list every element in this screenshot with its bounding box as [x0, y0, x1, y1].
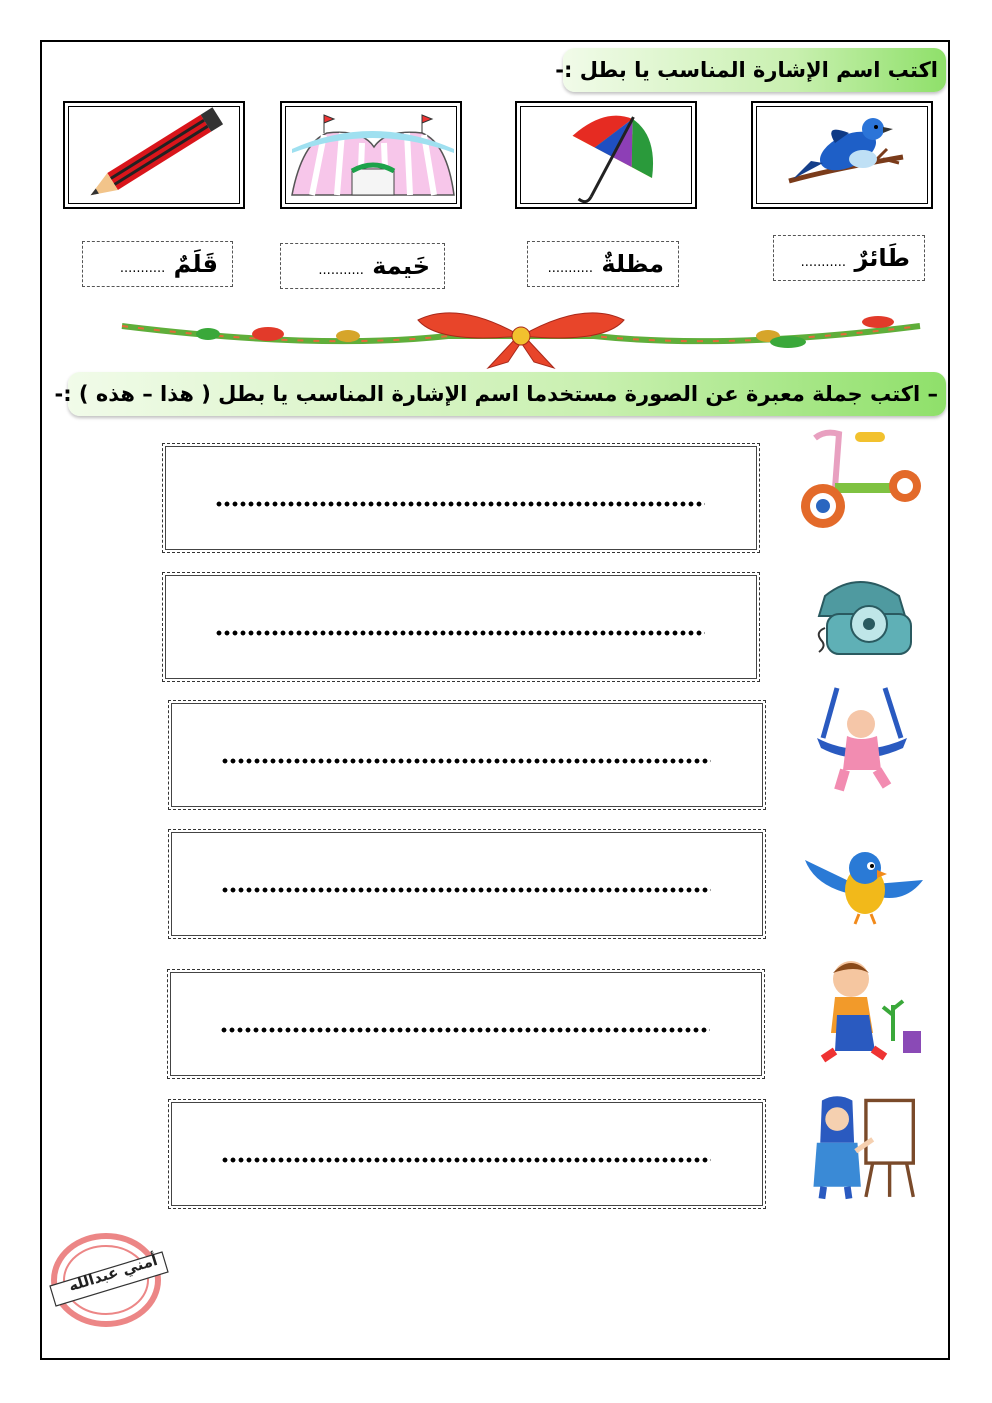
pencil-icon	[65, 103, 247, 211]
signature-stamp	[44, 1228, 174, 1328]
scooter-icon	[795, 428, 925, 538]
tent-picture-box	[280, 101, 462, 209]
section1-instruction: اكتب اسم الإشارة المناسب يا بطل :-	[563, 48, 946, 92]
blank-tent: ...........	[318, 263, 364, 278]
girl-teacher-icon	[795, 1092, 925, 1202]
sentence-box-6[interactable]	[168, 1099, 766, 1209]
word-pencil: قَلَمٌ	[173, 250, 218, 278]
dotted-answer-line	[221, 1156, 711, 1164]
dotted-answer-line	[215, 629, 705, 637]
word-box-pencil[interactable]	[82, 241, 233, 287]
sentence-box-1[interactable]	[162, 443, 760, 553]
tent-icon	[282, 103, 464, 211]
sentence-box-2[interactable]	[162, 572, 760, 682]
ribbon-garland-divider	[118, 300, 924, 370]
word-tent: خَيمة	[372, 252, 430, 280]
boy-planting-icon	[795, 955, 925, 1065]
pencil-picture-box	[63, 101, 245, 209]
word-bird: طَائرٌ	[854, 244, 910, 272]
stamp-name: أمني عبدالله	[66, 1250, 160, 1296]
dotted-answer-line	[221, 757, 711, 765]
baby-swing-icon	[795, 686, 925, 796]
umbrella-icon	[517, 103, 699, 211]
blank-bird: ...........	[800, 255, 847, 270]
dotted-answer-line	[221, 886, 711, 894]
dotted-answer-line	[215, 500, 705, 508]
word-box-umbrella[interactable]	[527, 241, 679, 287]
section2-instruction: – اكتب جملة معبرة عن الصورة مستخدما اسم الإشارة المناسب يا بطل ( هذا – هذه ) :-	[68, 372, 946, 416]
dotted-answer-line	[220, 1026, 710, 1034]
bird-icon	[753, 103, 935, 211]
word-box-tent[interactable]	[280, 243, 445, 289]
word-umbrella: مظلةٌ	[601, 250, 664, 278]
bird-picture-box	[751, 101, 933, 209]
sentence-box-4[interactable]	[168, 829, 766, 939]
sentence-box-3[interactable]	[168, 700, 766, 810]
flying-bird-icon	[795, 830, 925, 940]
blank-umbrella: ...........	[547, 261, 594, 276]
sentence-box-5[interactable]	[167, 969, 765, 1079]
blank-pencil: ...........	[119, 261, 166, 276]
umbrella-picture-box	[515, 101, 697, 209]
telephone-icon	[795, 568, 925, 678]
word-box-bird[interactable]	[773, 235, 925, 281]
